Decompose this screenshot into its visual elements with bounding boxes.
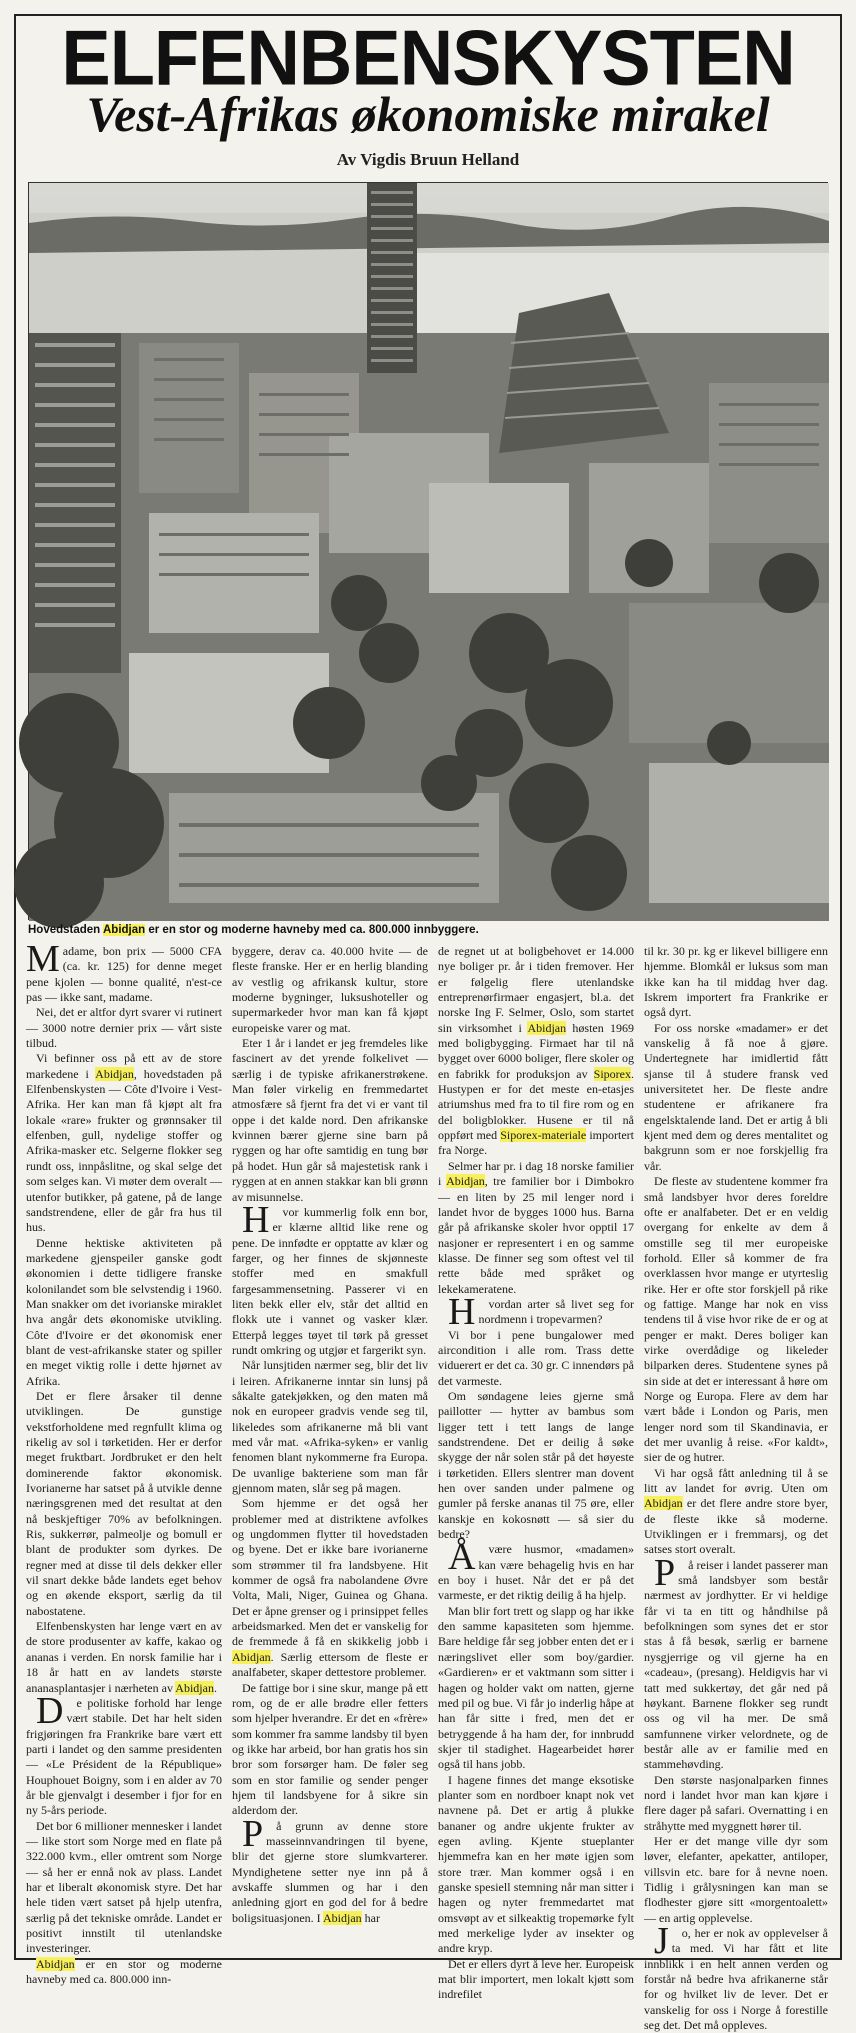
paragraph: til kr. 30 pr. kg er likevel billigere enn hjemme. Blomkål er luksus som man ikke kan ha til middag hver dag. Iskrem importert fra Frankrike er også dyrt. [644, 944, 828, 1020]
column-1 [26, 938, 223, 1987]
paragraph: Madame, bon prix — 5000 CFA (ca. kr. 125) for denne meget pene kjolen — bonne qualité, n'est-ce pas — ikke sant, madame. [26, 938, 222, 1005]
paragraph: Åvære husmor, «madamen» kan være behagelig hvis en har en boy i huset. Når det er på det varmeste, er det riktig deilig å ha hjelp. [438, 1536, 634, 1603]
paragraph: Det er ellers dyrt å leve her. Europeisk mat blir importert, men lokalt kjøtt som indrefilet [438, 1956, 634, 2002]
paragraph: Som hjemme er det også her problemer med at distriktene avfolkes og ungdommen flytter til hovedstaden og byene. Det er ikke bare ivorianerne som strømmer til fra landsbyene. Hit kommer de også fra nabolandene Øvre Volta, Mali, Niger, Guinea og Ghana. Det er åpne grenser og i prinsippet felles arbeidsmarked. Men det er vanskelig for de fremmede å få en skikkelig jobb i Abidjan. Særlig ettersom de fleste er analfabeter, skaper dettestore problemer. [232, 1496, 428, 1680]
subheadline: Vest-Afrikas økonomiske mirakel [86, 86, 770, 142]
paragraph: Eter 1 år i landet er jeg fremdeles like fascinert av det yrende folkelivet — særlig i de typiske afrikanerstrøkene. Man føler virkelig en fremmedartet atmosfære så fjernt fra det vi er vant til oppe i det kalde nord. Den afrikanske kvinnen bærer gjerne sine barn på ryggen og har ofte samtidig en tung bør på hodet. Hun går så majestetisk rank i ryggen at en annen stakkar kan bli grønn av misunnelse. [232, 1036, 428, 1204]
highlighted-word: Abidjan [644, 1496, 683, 1511]
caption-highlight: Abidjan [102, 924, 146, 936]
headline: ELFENBENSKYSTEN [61, 13, 795, 102]
paragraph: På reiser i landet passerer man små landsbyer som består nærmest av jordhytter. Er vi heldige får vi ta en titt og håndhilse på befolkningen som synes det er stor stas å få besøk, særlig er barnene nysgjerrige og vil gjerne ha en «cadeau», (presang). Heldigvis har vi tatt med sukkertøy, det går ned på høykant. Barnene flokker seg rundt oss og vil ha mer. De små samfunnene virker velordnete, og de består alle av er familie med en stammehøvding. [644, 1551, 828, 1772]
highlighted-word: Abidjan [175, 1680, 214, 1695]
paragraph: De fleste av studentene kommer fra små landsbyer hvor deres foreldre ofte er analfabeter. Det er en veldig overgang for enkelte av dem å omstille seg til mer europeiske forhold. Eller så kommer de fra overklassen hvor mange er utyrteslig rike. Her er ofte stor forskjell på rike og fattige. Mange har nok en viss tendens til å vise hvor rike de er og at penger er makt. Deres boliger kan virke overdådige og likeleder bilparken deres. Studentene synes på sin side at det er interessant å høre om Norge og Europa. Flere av dem har vært både i London og Paris, men lenger nord som til Skandinavia, er det mer uvanlig å reise. «For kaldt», sier de og hutrer. [644, 1174, 828, 1465]
paragraph: Det bor 6 millioner mennesker i landet — like stort som Norge med en flate på 322.000 kvm., eller omtrent som Norge — så her er ennå nok av plass. Landet har et liberalt økonomisk styre. Det har hele tiden vært satset på hjelp utenfra, særlig på det tekniske område. Landet er positivt innstilt til utenlandske investeringer. [26, 1818, 222, 1956]
paragraph: I hagene finnes det mange eksotiske planter som en nordboer knapt nok vet navnene på. Det er artig å plukke bananer og andre ukjente frukter av egen avling. Kjente stueplanter hjemmefra kan en her møte igjen som store trær. Man kommer også i en ganske spesiell stemning når man sitter i hagen og nyter fremmedartet mat omsvøpt av et silkeaktig tropemørke fylt med merkelige lyder av insekter og andre kryp. [438, 1772, 634, 1956]
paragraph: Vi befinner oss på ett av de store markedene i Abidjan, hovedstaden på Elfenbenskysten — Côte d'Ivoire i Vest-Afrika. Her kan man få kjøpt alt fra lokale «rare» frukter og grønnsaker til elfenben, gull, nydelige stoffer og Afrika-masker etc. Selgerne flokker seg rundt oss, innpåslitne, og skal selge det som selges kan. Vi møter dem overalt — utenfor butikker, på gatene, på de lange sandstrendene, eller de går fra hus til hus. [26, 1051, 223, 1235]
highlighted-word: Abidjan [446, 1174, 485, 1189]
paragraph: Vi bor i pene bungalower med aircondition i alle rom. Trass dette viduerert er det ca. 30 gr. C innendørs på det varmeste. [438, 1327, 634, 1388]
paragraph: Når lunsjtiden nærmer seg, blir det liv i leiren. Afrikanerne inntar sin lunsj på såkalte gatekjøkken, og den maten må nok en europeer gradvis vende seg til, likeledes som afrikanerne må bli vant med vår mat. «Afrika-syken» er vanlig fenomen blant nykommerne fra Europa. De uvanlige bakteriene som man får gjennom maten, slår seg på magen. [232, 1358, 428, 1496]
paragraph: Vi har også fått anledning til å se litt av landet for øvrig. Uten om Abidjan er det flere andre store byer, de fleste ikke så moderne. Utviklingen er i fremmarsj, og det satses stort overalt. [644, 1465, 828, 1557]
paragraph: For oss norske «madamer» er det vanskelig å få noe å gjøre. Undertegnete har imidlertid fått sjanse til å studere fransk ved universitetet her. De fleste andre studentene er afrikanere fra engelsktalende land. Det er artig å bli kjent med dem og deres mentalitet og bakgrunn som er noe forskjellig fra vår. [644, 1020, 828, 1173]
byline: Av Vigdis Bruun Helland [336, 150, 520, 169]
photo-caption [28, 924, 828, 936]
paragraph: Elfenbenskysten har lenge vært en av de store produsenter av kaffe, kakao og ananas i verden. En norsk familie har i 18 år hatt en av landets største ananasplantasjer i nærheten av Abidjan. [26, 1619, 222, 1695]
column-4 [644, 944, 828, 2033]
paragraph: Om søndagene leies gjerne små paillotter — hytter av bambus som ligger tett i tett langs de lange sandstrendene. Det er deilig å søke skygge der når solen står på det høyeste i tørketiden. Ellers slentrer man dovent hen over sanden under palmene og gumler på ferske ananas til 75 øre, eller kanskje en kokosnøtt — så sier du bedre? [438, 1388, 634, 1542]
paragraph: Jo, her er nok av opplevelser å ta med. Vi har fått et lite innblikk i en helt annen verden og forstår nå bedre hva afrikanerne står for og hvilket liv de lever. Det er vanskelig for oss i Norge å forestille seg det. Det må oppleves. [644, 1920, 828, 2033]
column-2 [232, 944, 428, 1926]
paragraph: Nei, det er altfor dyrt svarer vi rutinert — 3000 notre dernier prix — vårt siste tilbud. [26, 1005, 222, 1051]
column-3 [438, 944, 634, 2003]
paragraph: Abidjan er en stor og moderne havneby med ca. 800.000 inn- [26, 1956, 222, 1987]
paragraph: Denne hektiske aktiviteten på markedene gjenspeiler ganske godt økonomien i dette tidligere franske kolonilandet som ble selvstendig i 1960. Man snakker om det ivorianske miraklet hva angår dets økonomiske utvikling. Côte d'Ivoire er det økonomisk ener blant de vest-afrikanske stater og spiller en meget viktig rolle i dette hjørnet av Afrika. [26, 1235, 222, 1388]
paragraph: Hvordan arter så livet seg for nordmenn i tropevarmen? [448, 1290, 634, 1333]
paragraph: De politiske forhold har lenge vært stabile. Det har helt siden frigjøringen fra Frankrike bare vært ett parti i landet og den samme presidenten — «Le Président de la République» Houphouet Boigny, som i en alder av 70 år ble gjenvalgt i desember i fjor for en ny 5-års periode. [26, 1689, 222, 1818]
caption-text-after: er en stor og moderne havneby med ca. 800.000 innbyggere. [145, 924, 479, 936]
highlighted-word: Abidjan [36, 1956, 75, 1971]
paragraph: Selmer har pr. i dag 18 norske familier i Abidjan, tre familier bor i Dimbokro — en liten by 25 mil lenger nord i landet hvor de bygges 1000 hus. Barna går på afrikanske skoler hvor opptil 17 nasjoner er representert i en og samme klasse. De finner seg som oftest vel til rette både med språket og lekekameratene. [438, 1158, 635, 1296]
paragraph: De fattige bor i sine skur, mange på ett rom, og de er alle brødre eller fetters som hjelper hverandre. Er det en «frère» som kommer fra samme landsby til byen og ikke har arbeid, bor han gratis hos sin bror som forsørger ham. De føler seg som en stor familie og sender penger hjem til landsbyene for å sikre sin alderdom der. [232, 1680, 428, 1818]
paragraph: På grunn av denne store masseinnvandringen til byene, blir det gjerne store slumkvarterer. Myndighetene setter nye inn på å avskaffe slummen og har i den anledning gjort en god del for å bedre boligsituasjonen. I Abidjan har [232, 1812, 428, 1925]
paragraph: de regnet ut at boligbehovet er 14.000 nye boliger pr. år i tiden fremover. Her er følgelig flere utenlandske entreprenørfirmaer engasjert, bl.a. det norske Ing F. Selmer, Oslo, som startet sin virksomhet i Abidjan høsten 1969 med boligbygging. Firmaet har til nå bygget over 6000 boliger, flere skoler og en fabrikk for produksjon av Siporex. Hustypen er for det meste en-etasjes atriumshus med fra to til fire rom og en del boligblokker. Husene er til nå oppført med Siporex-materiale importert fra Norge. [438, 944, 634, 1158]
paragraph: Det er flere årsaker til denne utviklingen. De gunstige vekstforholdene med regnfullt klima og rikelig av sol i tørketiden. Her er derfor meget fruktbart. Jordbruket er den helt dominerende faktor økonomisk. Ivorianerne har satset på å utvikle denne næringsgrenen med det resultat at den nå beskjeftiger 70% av befolkningen. Ris, sukkerrør, palmeolje og bomull er blant de produkter som dyrkes. De regner med at disse til dels dekker eller vil snart dekke både landets eget behov og en økende eksport, særlig da til nabostatene. [26, 1388, 222, 1618]
highlighted-word: Siporex-materiale [500, 1128, 587, 1143]
highlighted-word: Abidjan [527, 1020, 567, 1035]
paragraph: Her er det mange ville dyr som løver, elefanter, apekatter, antiloper, villsvin etc. bare for å nevne noen. Tidlig i grålysningen kan man se flodhester gjøre sitt «morgentoalett» — en artig opplevelse. [644, 1833, 828, 1925]
highlighted-word: Abidjan [323, 1910, 362, 1925]
paragraph: Den største nasjonalparken finnes nord i landet hvor man kan kjøre i flere dager på safari. Overnatting i en stråhytte med myggnett hører til. [644, 1772, 828, 1833]
paragraph: Man blir fort trett og slapp og har ikke den samme kapasiteten som hjemme. Bare heldige får seg jobber enten det er i næringslivet eller som boy/gardier. «Gardieren» er et vaktmann som sitter i hagen og holder vakt om natten, gjerne med pil og bue. Vi får jo inderlig håpe at han får sitte i fred, men det er betryggende å ha ham der, for innbrudd skjer til stadighet. Hagearbeidet hører også til hans jobb. [438, 1603, 634, 1772]
highlighted-word: Siporex [593, 1066, 631, 1081]
caption-text-before: Hovedstaden [28, 924, 103, 936]
paragraph: byggere, derav ca. 40.000 hvite — de fleste franske. Her er en herlig blanding av vestlig og afrikansk kultur, store moderne bygninger, luksushoteller og supermarkeder hvor man kan få kjøpt europeiske varer og mat. [232, 944, 428, 1035]
city-photo [28, 182, 828, 920]
highlighted-word: Abidjan [232, 1649, 271, 1664]
paragraph: Hvor kummerlig folk enn bor, er klærne alltid like rene og pene. De innfødte er opptatte av klær og farger, og her finnes de skjønneste stoffer med en smakfull fargesammensetning. Passerer vi en liten bekk eller elv, står det alltid en flokk ute i vannet og vasker klær. Etterpå legges tøyet til tørk på gresset rundt omkring og utgjør et fargerikt syn. [232, 1198, 428, 1357]
highlighted-word: Abidjan [95, 1066, 134, 1081]
